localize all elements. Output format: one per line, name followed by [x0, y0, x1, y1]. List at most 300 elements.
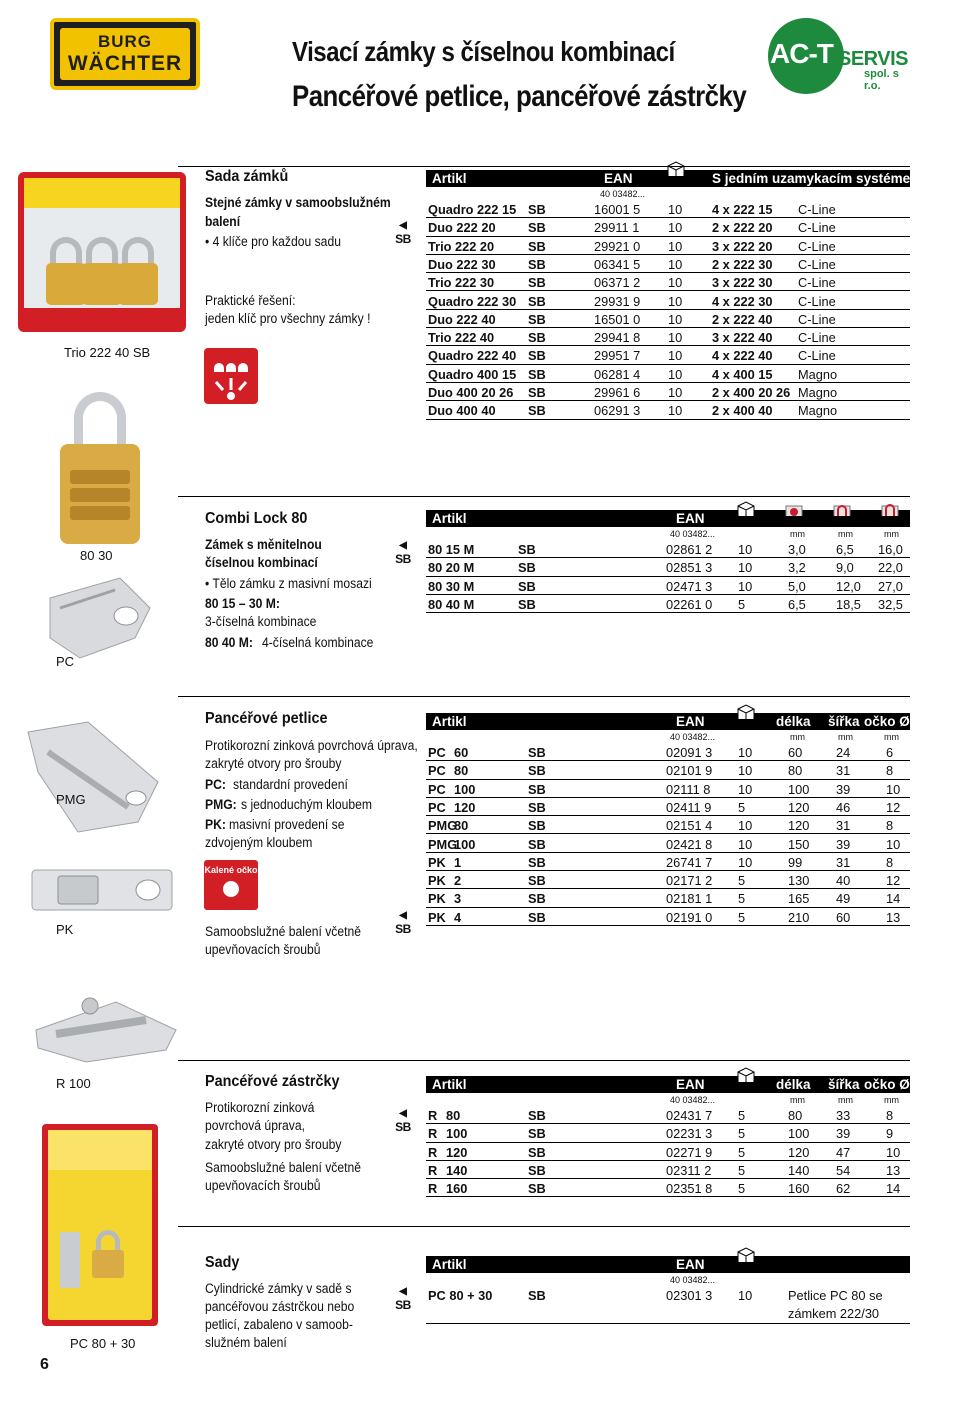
cell-qty: 10: [668, 202, 683, 217]
padlock-set-image: [14, 168, 192, 338]
package-icon: [736, 1246, 756, 1262]
cell-artikl: Trio 222 40: [428, 330, 495, 346]
cell-artikl: Duo 222 20: [428, 220, 496, 236]
table-row: [426, 200, 910, 218]
table-header: [426, 1256, 910, 1273]
cell-artikl: R: [428, 1126, 438, 1142]
section-line: zakryté otvory pro šrouby: [205, 756, 342, 771]
cell-dim-2: 9,0: [836, 560, 854, 576]
cell-sb: SB: [528, 1126, 546, 1142]
section-line: 3-číselná kombinace: [205, 614, 317, 629]
cell-sb: SB: [528, 1108, 546, 1123]
cell-width: 24: [836, 745, 851, 760]
cell-width: 31: [836, 818, 851, 834]
cell-length: 150: [788, 836, 810, 852]
cell-dim-3: 32,5: [878, 596, 903, 612]
cell-ean: 29941 8: [594, 330, 641, 346]
col-artikl: Artikl: [432, 1257, 467, 1272]
cell-system: 2 x 400 40: [712, 403, 773, 419]
section-line: číselnou kombinací: [205, 555, 318, 570]
table-row: [426, 401, 910, 419]
cell-qty: 10: [668, 275, 683, 291]
cell-ean: 02091 3: [666, 745, 713, 760]
cell-sb: SB: [528, 818, 546, 834]
act-logo-main: AC-T: [770, 38, 833, 69]
cell-sb: SB: [528, 854, 546, 870]
cell-ean: 29961 6: [594, 385, 641, 400]
cell-artikl: Quadro 400 15: [428, 366, 517, 382]
cell-dim-3: 22,0: [878, 560, 903, 576]
hasp-pk-image: [28, 862, 178, 918]
cell-desc: Petlice PC 80 se: [788, 1288, 883, 1303]
cell-qty: 10: [738, 836, 753, 852]
cell-artikl: Duo 222 30: [428, 256, 496, 272]
section-title: Sada zámků: [205, 168, 289, 185]
cell-artikl: 80 30 M: [428, 578, 475, 594]
cell-sb: SB: [528, 256, 546, 272]
section-line: masivní provedení se: [229, 817, 345, 832]
col-system: S jedním uzamykacím systémem:: [712, 171, 927, 186]
cell-artikl: PMG: [428, 818, 458, 834]
cell-ean: 02271 9: [666, 1144, 713, 1160]
unit: mm: [838, 529, 853, 539]
cell-artikl: Trio 222 20: [428, 238, 495, 254]
act-logo-legal: spol. s r.o.: [864, 68, 899, 92]
col-length: délka: [776, 1077, 811, 1092]
table-row: [426, 595, 910, 613]
ean-prefix: 40 03482...: [600, 189, 646, 199]
shackle-diameter-icon: [784, 500, 804, 516]
section-line: Protikorozní zinková povrchová úprava,: [205, 738, 418, 753]
cell-artikl: R: [428, 1108, 438, 1123]
cell-dim-1: 3,0: [788, 542, 806, 557]
cell-sb: SB: [518, 542, 536, 557]
cell-sb: SB: [528, 909, 546, 925]
cell-eye: 10: [886, 781, 901, 797]
cell-sb: SB: [528, 275, 546, 291]
shackle-width-icon: [832, 500, 852, 516]
cell-size: 120: [446, 1144, 468, 1160]
section-line: petlicí, zabaleno v samoob-: [205, 1317, 353, 1332]
cell-line: C-Line: [798, 275, 836, 291]
cell-artikl: Quadro 222 15: [428, 202, 517, 217]
cell-ean: 02151 4: [666, 818, 713, 834]
cell-qty: 10: [738, 854, 753, 870]
cell-sb: SB: [528, 1144, 546, 1160]
section-line: Zámek s měnitelnou: [205, 537, 322, 552]
cell-length: 80: [788, 1108, 803, 1123]
cell-sb: SB: [528, 873, 546, 889]
cell-eye: 8: [886, 818, 894, 834]
section-line: 80 15 – 30 M:: [205, 596, 280, 611]
cell-length: 99: [788, 854, 803, 870]
table-row: [426, 1179, 910, 1197]
cell-ean: 02411 9: [666, 799, 712, 815]
section-line: upevňovacích šroubů: [205, 942, 321, 957]
table-row: [426, 328, 910, 346]
hardened-eye-badge: [204, 860, 258, 910]
cell-qty: 10: [738, 763, 753, 779]
col-artikl: Artikl: [432, 1077, 467, 1092]
cell-eye: 8: [886, 854, 894, 870]
cell-ean: 02171 2: [666, 873, 713, 889]
cell-sb: SB: [518, 560, 536, 576]
unit: mm: [884, 732, 899, 742]
bolt-set-package-image: [40, 1122, 160, 1328]
cell-qty: 10: [668, 311, 683, 327]
section-title: Pancéřové petlice: [205, 710, 328, 727]
cell-sb: SB: [528, 293, 546, 309]
product-label: PC 80 + 30: [70, 1336, 136, 1351]
cell-line: Magno: [798, 403, 838, 419]
cell-line: C-Line: [798, 293, 836, 309]
cell-dim-1: 3,2: [788, 560, 806, 576]
self-service-icon: ◀ SB: [392, 910, 414, 944]
cell-artikl: PK: [428, 854, 446, 870]
divider: [178, 696, 910, 697]
cell-system: 2 x 400 20 26: [712, 385, 791, 400]
cell-sb: SB: [528, 220, 546, 236]
cell-eye: 6: [886, 745, 894, 760]
cell-ean: 29931 9: [594, 293, 641, 309]
package-icon: [736, 500, 756, 516]
cell-qty: 10: [738, 560, 753, 576]
section-line: Praktické řešení:: [205, 293, 296, 308]
col-eye: očko Ø: [864, 714, 910, 729]
cell-artikl: PK: [428, 909, 446, 925]
section-line: s jednoduchým kloubem: [241, 797, 373, 812]
divider: [178, 1226, 910, 1227]
cell-size: 100: [454, 836, 476, 852]
table-row: [426, 871, 910, 889]
divider: [178, 1060, 910, 1061]
logo-line-1: BURG: [97, 32, 153, 51]
cell-eye: 13: [886, 1162, 901, 1178]
table-row: [426, 1106, 910, 1124]
cell-artikl: Duo 400 20 26: [428, 385, 514, 400]
col-length: délka: [776, 714, 811, 729]
table-row: [426, 292, 910, 310]
cell-artikl: Trio 222 30: [428, 275, 495, 291]
cell-dim-1: 6,5: [788, 596, 806, 612]
cell-dim-2: 12,0: [836, 578, 861, 594]
cell-ean: 06371 2: [594, 275, 641, 291]
table-row: [426, 835, 910, 853]
cell-length: 120: [788, 799, 810, 815]
cell-ean: 02191 0: [666, 909, 713, 925]
section-title: Sady: [205, 1254, 240, 1271]
section-line: 80 40 M:: [205, 635, 253, 650]
cell-system: 3 x 222 40: [712, 330, 773, 346]
cell-sb: SB: [528, 1181, 546, 1197]
cell-ean: 06341 5: [594, 256, 641, 272]
cell-size: 4: [454, 909, 462, 925]
unit: mm: [884, 529, 899, 539]
cell-qty: 5: [738, 1144, 746, 1160]
cell-artikl: Quadro 222 40: [428, 348, 517, 364]
cell-width: 39: [836, 781, 851, 797]
cell-qty: 10: [668, 366, 683, 382]
table-row: [426, 780, 910, 798]
unit: mm: [838, 732, 853, 742]
cell-width: 33: [836, 1108, 851, 1123]
col-artikl: Artikl: [432, 714, 467, 729]
act-logo-sub: SERVIS: [838, 48, 908, 70]
cell-system: 4 x 222 30: [712, 293, 773, 309]
package-icon: [736, 1066, 756, 1082]
cell-length: 140: [788, 1162, 810, 1178]
cell-length: 100: [788, 1126, 810, 1142]
cell-dim-2: 6,5: [836, 542, 854, 557]
cell-qty: 5: [738, 909, 746, 925]
cell-line: C-Line: [798, 238, 836, 254]
cell-eye: 8: [886, 1108, 894, 1123]
cell-width: 46: [836, 799, 851, 815]
badge-text: Kalené očko: [204, 865, 258, 875]
cell-width: 49: [836, 891, 851, 907]
hasp-pmg-image: [18, 712, 178, 842]
cell-eye: 14: [886, 891, 901, 907]
cell-width: 54: [836, 1162, 851, 1178]
cell-eye: 10: [886, 836, 901, 852]
cell-length: 100: [788, 781, 810, 797]
cell-qty: 10: [668, 348, 683, 364]
cell-qty: 5: [738, 1126, 746, 1142]
cell-ean: 16001 5: [594, 202, 641, 217]
cell-qty: 10: [668, 220, 683, 236]
cell-dim-2: 18,5: [836, 596, 861, 612]
cell-line: C-Line: [798, 256, 836, 272]
unit: mm: [884, 1095, 899, 1105]
section-line: • Tělo zámku z masivní mosazi: [205, 576, 372, 591]
section-title: Combi Lock 80: [205, 510, 308, 527]
col-width: šířka: [828, 714, 860, 729]
cell-qty: 10: [738, 818, 753, 834]
table-row: [426, 218, 910, 236]
ean-prefix: 40 03482...: [670, 1275, 716, 1285]
cell-dim-3: 16,0: [878, 542, 903, 557]
act-servis-logo: [768, 18, 918, 94]
cell-ean: 26741 7: [666, 854, 713, 870]
table-row: [426, 255, 910, 273]
cell-width: 31: [836, 763, 851, 779]
divider: [178, 496, 910, 497]
cell-qty: 10: [738, 745, 753, 760]
cell-artikl: PC: [428, 745, 446, 760]
cell-ean: 02111 8: [666, 781, 711, 797]
cell-sb: SB: [528, 1162, 546, 1178]
cell-qty: 10: [668, 293, 683, 309]
cell-qty: 10: [738, 1288, 753, 1303]
section-line: zdvojeným kloubem: [205, 835, 313, 850]
page-number: 6: [40, 1356, 49, 1373]
cell-length: 165: [788, 891, 810, 907]
cell-width: 62: [836, 1181, 851, 1197]
table-row: [426, 743, 910, 761]
cell-width: 60: [836, 909, 851, 925]
cell-system: 4 x 222 40: [712, 348, 773, 364]
product-label: 80 30: [80, 548, 113, 563]
self-service-icon: ◀ SB: [392, 1108, 414, 1142]
sb-label: SB: [395, 232, 411, 246]
cell-artikl: R: [428, 1162, 438, 1178]
logo-line-2: WÄCHTER: [67, 52, 183, 75]
cell-artikl: PC: [428, 763, 446, 779]
cell-width: 39: [836, 836, 851, 852]
cell-ean: 02471 3: [666, 578, 713, 594]
col-ean: EAN: [676, 714, 705, 729]
cell-length: 120: [788, 818, 810, 834]
table-row: [426, 798, 910, 816]
table-row: [426, 889, 910, 907]
product-label: R 100: [56, 1076, 91, 1091]
cell-ean: 16501 0: [594, 311, 641, 327]
cell-artikl: R: [428, 1181, 438, 1197]
cell-size: 3: [454, 891, 462, 907]
cell-eye: 10: [886, 1144, 901, 1160]
cell-size: 80: [454, 818, 469, 834]
cell-size: 140: [446, 1162, 468, 1178]
col-artikl: Artikl: [432, 171, 467, 186]
package-icon: [666, 160, 686, 176]
col-ean: EAN: [604, 171, 633, 186]
table-header: [426, 1076, 910, 1093]
cell-size: 80: [446, 1108, 461, 1123]
cell-sb: SB: [528, 311, 546, 327]
section-line: Stejné zámky v samoobslužném: [205, 195, 391, 210]
section-line: balení: [205, 214, 241, 229]
table-row: [426, 853, 910, 871]
col-ean: EAN: [676, 511, 705, 526]
cell-sb: SB: [528, 366, 546, 382]
sb-label: SB: [395, 922, 411, 936]
section-line: PC:: [205, 777, 226, 792]
cell-size: 100: [446, 1126, 468, 1142]
col-eye: očko Ø: [864, 1077, 910, 1092]
cell-system: 2 x 222 30: [712, 256, 773, 272]
ean-prefix: 40 03482...: [670, 732, 716, 742]
table-row: [426, 310, 910, 328]
package-icon: [736, 703, 756, 719]
cell-size: 2: [454, 873, 462, 889]
table-row: [426, 577, 910, 595]
cell-artikl: Duo 400 40: [428, 403, 496, 419]
table-row: [426, 761, 910, 779]
cell-ean: 06291 3: [594, 403, 641, 419]
cell-sb: SB: [528, 403, 546, 419]
cell-width: 47: [836, 1144, 851, 1160]
cell-qty: 10: [738, 542, 753, 557]
col-width: šířka: [828, 1077, 860, 1092]
col-ean: EAN: [676, 1257, 705, 1272]
cell-line: C-Line: [798, 202, 836, 217]
sb-label: SB: [395, 1120, 411, 1134]
cell-eye: 12: [886, 799, 901, 815]
cell-artikl: PK: [428, 891, 446, 907]
cell-width: 31: [836, 854, 851, 870]
section-line: PMG:: [205, 797, 237, 812]
cell-size: 1: [454, 854, 462, 870]
cell-eye: 14: [886, 1181, 901, 1197]
table-header: [426, 713, 910, 730]
cell-line: Magno: [798, 385, 838, 400]
cell-ean: 02261 0: [666, 596, 713, 612]
cell-line: C-Line: [798, 330, 836, 346]
cell-sb: SB: [528, 745, 546, 760]
cell-line: C-Line: [798, 220, 836, 236]
section-line: Samoobslužné balení včetně: [205, 924, 362, 939]
cell-qty: 10: [668, 238, 683, 254]
cell-eye: 9: [886, 1126, 894, 1142]
cell-dim-3: 27,0: [878, 578, 903, 594]
cell-sb: SB: [528, 781, 546, 797]
cell-eye: 12: [886, 873, 901, 889]
hasp-pc-image: [40, 568, 160, 668]
self-service-icon: ◀ SB: [392, 1286, 414, 1320]
product-label: PMG: [56, 792, 86, 807]
cell-dim-1: 5,0: [788, 578, 806, 594]
unit: mm: [838, 1095, 853, 1105]
page-title: Visací zámky s číselnou kombinací: [292, 36, 675, 67]
cell-ean: 29951 7: [594, 348, 641, 364]
unit: mm: [790, 529, 805, 539]
section-line: služném balení: [205, 1335, 287, 1350]
table-row: [426, 908, 910, 926]
cell-qty: 10: [738, 781, 753, 797]
cell-length: 60: [788, 745, 803, 760]
col-artikl: Artikl: [432, 511, 467, 526]
cell-width: 39: [836, 1126, 851, 1142]
section-line: Cylindrické zámky v sadě s: [205, 1281, 352, 1296]
cell-ean: 29911 1: [594, 220, 640, 236]
cell-system: 3 x 222 30: [712, 275, 773, 291]
table-row: [426, 365, 910, 383]
cell-qty: 10: [668, 403, 683, 419]
cell-ean: 02301 3: [666, 1288, 713, 1303]
cell-system: 4 x 400 15: [712, 366, 773, 382]
product-label: PK: [56, 922, 74, 937]
table-row: [426, 1143, 910, 1161]
cell-artikl: 80 40 M: [428, 596, 475, 612]
cell-sb: SB: [528, 385, 546, 400]
product-label: Trio 222 40 SB: [64, 345, 151, 360]
cell-ean: 02861 2: [666, 542, 713, 557]
col-ean: EAN: [676, 1077, 705, 1092]
product-label: PC: [56, 654, 75, 669]
cell-sb: SB: [528, 799, 546, 815]
table-row: [426, 383, 910, 401]
section-title: Pancéřové zástrčky: [205, 1073, 340, 1090]
cell-qty: 5: [738, 799, 746, 815]
table-row: [426, 346, 910, 364]
cell-sb: SB: [528, 1288, 546, 1303]
section-line: 4-číselná kombinace: [262, 635, 374, 650]
cell-qty: 10: [668, 330, 683, 346]
unit: mm: [790, 1095, 805, 1105]
table-row: [426, 816, 910, 834]
unit: mm: [790, 732, 805, 742]
cell-eye: 13: [886, 909, 901, 925]
cell-size: 120: [454, 799, 476, 815]
section-line: upevňovacích šroubů: [205, 1178, 321, 1193]
cell-qty: 10: [738, 578, 753, 594]
cell-eye: 8: [886, 763, 894, 779]
cell-ean: 02231 3: [666, 1126, 713, 1142]
sb-label: SB: [395, 1298, 411, 1312]
burg-waechter-logo: [50, 18, 200, 90]
one-key-icon: [204, 348, 258, 404]
cell-artikl: R: [428, 1144, 438, 1160]
